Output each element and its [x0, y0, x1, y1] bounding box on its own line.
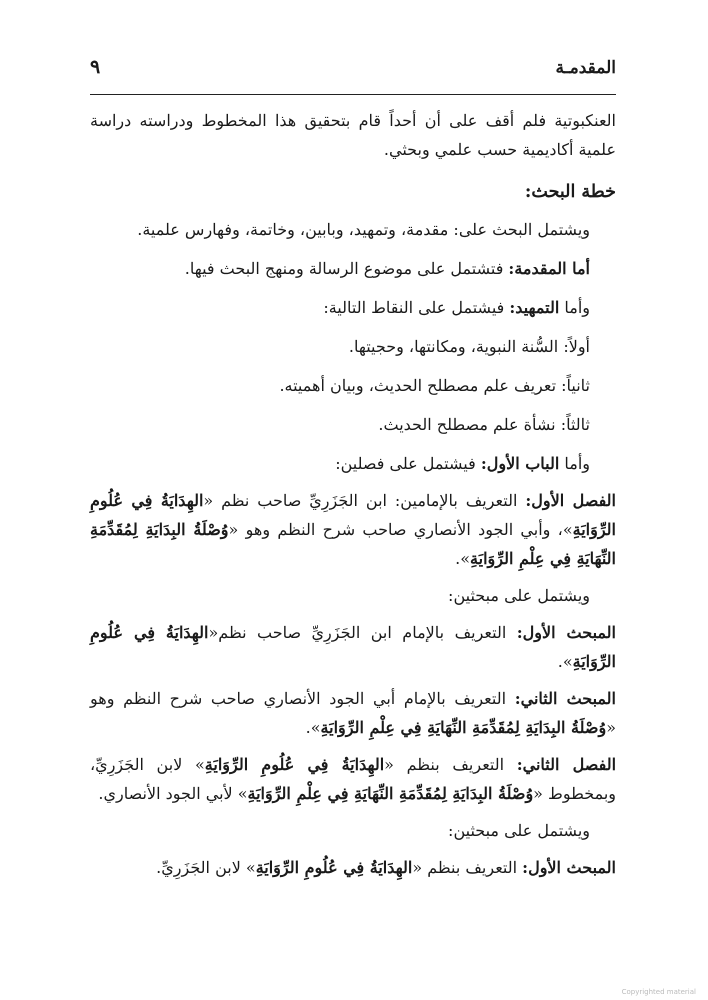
title-wuslat-3: وُصْلَةُ البِدَايَةِ لِمُقَدِّمَةِ النِّهَايَةِ فِي عِلْمِ الرِّوَايَةِ	[247, 784, 534, 803]
paragraph-chapter-two	[90, 750, 616, 808]
title-wuslat: وُصْلَةُ البِدَايَةِ لِمُقَدِّمَةِ النِّهَايَةِ فِي عِلْمِ الرِّوَايَةِ	[90, 520, 616, 568]
list-item-third: ثالثاً: نشأة علم مصطلح الحديث.	[378, 415, 590, 434]
paragraph-section-two	[90, 684, 616, 742]
paragraph-chapter-one	[90, 486, 616, 573]
text-section-one-1: التعريف بالإمام ابن الجَزَرِيِّ صاحب نظم«	[208, 623, 517, 642]
text-part-one-pre: وأما	[559, 454, 590, 473]
text-chapter-one-1: التعريف بالإمامين: ابن الجَزَرِيِّ صاحب نظم «	[203, 491, 526, 510]
title-wuslat-2: وُصْلَةُ البِدَايَةِ لِمُقَدِّمَةِ النِّهَايَةِ فِي عِلْمِ الرِّوَايَةِ	[320, 718, 607, 737]
label-chapter-one: الفصل الأول:	[525, 491, 617, 510]
text-part-one: فيشتمل على فصلين:	[335, 454, 481, 473]
text-preface-pre: وأما	[559, 298, 590, 317]
paragraph-section-one	[90, 618, 616, 676]
label-section-one-b: المبحث الأول:	[522, 858, 616, 877]
list-item-second: ثانياً: تعريف علم مصطلح الحديث، وبيان أهميته.	[279, 376, 590, 395]
text-section-two-1: التعريف بالإمام أبي الجود الأنصاري صاحب شرح النظم وهو «	[90, 689, 616, 737]
text-chapter-one-3: ».	[455, 549, 471, 568]
copyright-notice: Copyrighted material	[621, 988, 696, 996]
paragraph-two-sections: ويشتمل على مبحثين:	[448, 586, 590, 605]
label-introduction: أما المقدمة:	[508, 259, 590, 278]
label-section-one: المبحث الأول:	[516, 623, 616, 642]
text-chapter-one-2: »، وأبي الجود الأنصاري صاحب شرح النظم وهو «	[228, 520, 573, 539]
paragraph-plan: ويشتمل البحث على: مقدمة، وتمهيد، وبابين، وخاتمة، وفهارس علمية.	[137, 220, 590, 239]
text-section-one-b-2: » لابن الجَزَرِيِّ.	[156, 858, 256, 877]
title-hidaya-4: الهِدَايَةُ فِي عُلُومِ الرِّوَايَةِ	[255, 858, 413, 877]
intro-paragraph: العنكبوتية فلم أقف على أن أحداً قام بتحقيق هذا المخطوط ودراسته دراسة علمية أكاديمية حسب علمي وبحثي.	[90, 111, 616, 159]
label-part-one: الباب الأول:	[480, 454, 560, 473]
text-section-two-2: ».	[305, 718, 321, 737]
paragraph-preface	[90, 293, 616, 322]
page-number: ٩	[90, 56, 101, 78]
paragraph-two-sections-2: ويشتمل على مبحثين:	[448, 821, 590, 840]
title-hidaya-3: الهِدَايَةُ فِي عُلُومِ الرِّوَايَةِ	[204, 755, 385, 774]
text-chapter-two-2: » لابن الجَزَرِيِّ، وبمخطوط «	[90, 755, 616, 803]
list-item-first: أولاً: السُّنة النبوية، ومكانتها، وحجيتها.	[348, 337, 590, 356]
section-heading: خطة البحث:	[524, 182, 616, 202]
title-hidaya-2: الهِدَايَةُ فِي عُلُومِ الرِّوَايَةِ	[90, 623, 616, 671]
header-title: المقدمـة	[555, 58, 616, 78]
page-body	[90, 106, 616, 882]
label-chapter-two: الفصل الثاني:	[516, 755, 617, 774]
header-rule	[90, 94, 616, 95]
label-preface: التمهيد:	[509, 298, 560, 317]
paragraph-introduction	[90, 254, 616, 283]
label-section-two: المبحث الثاني:	[514, 689, 616, 708]
text-introduction: فتشتمل على موضوع الرسالة ومنهج البحث فيها.	[184, 259, 509, 278]
paragraph-section-one-b	[90, 853, 616, 882]
text-section-one-b-1: التعريف بنظم «	[412, 858, 523, 877]
running-header	[90, 58, 616, 88]
title-hidaya: الهِدَايَةُ فِي عُلُومِ الرِّوَايَةِ	[90, 491, 616, 539]
text-section-one-2: ».	[557, 652, 573, 671]
text-preface: فيشتمل على النقاط التالية:	[323, 298, 510, 317]
text-chapter-two-1: التعريف بنظم «	[384, 755, 517, 774]
paragraph-part-one	[90, 449, 616, 478]
text-chapter-two-3: » لأبي الجود الأنصاري.	[98, 784, 248, 803]
